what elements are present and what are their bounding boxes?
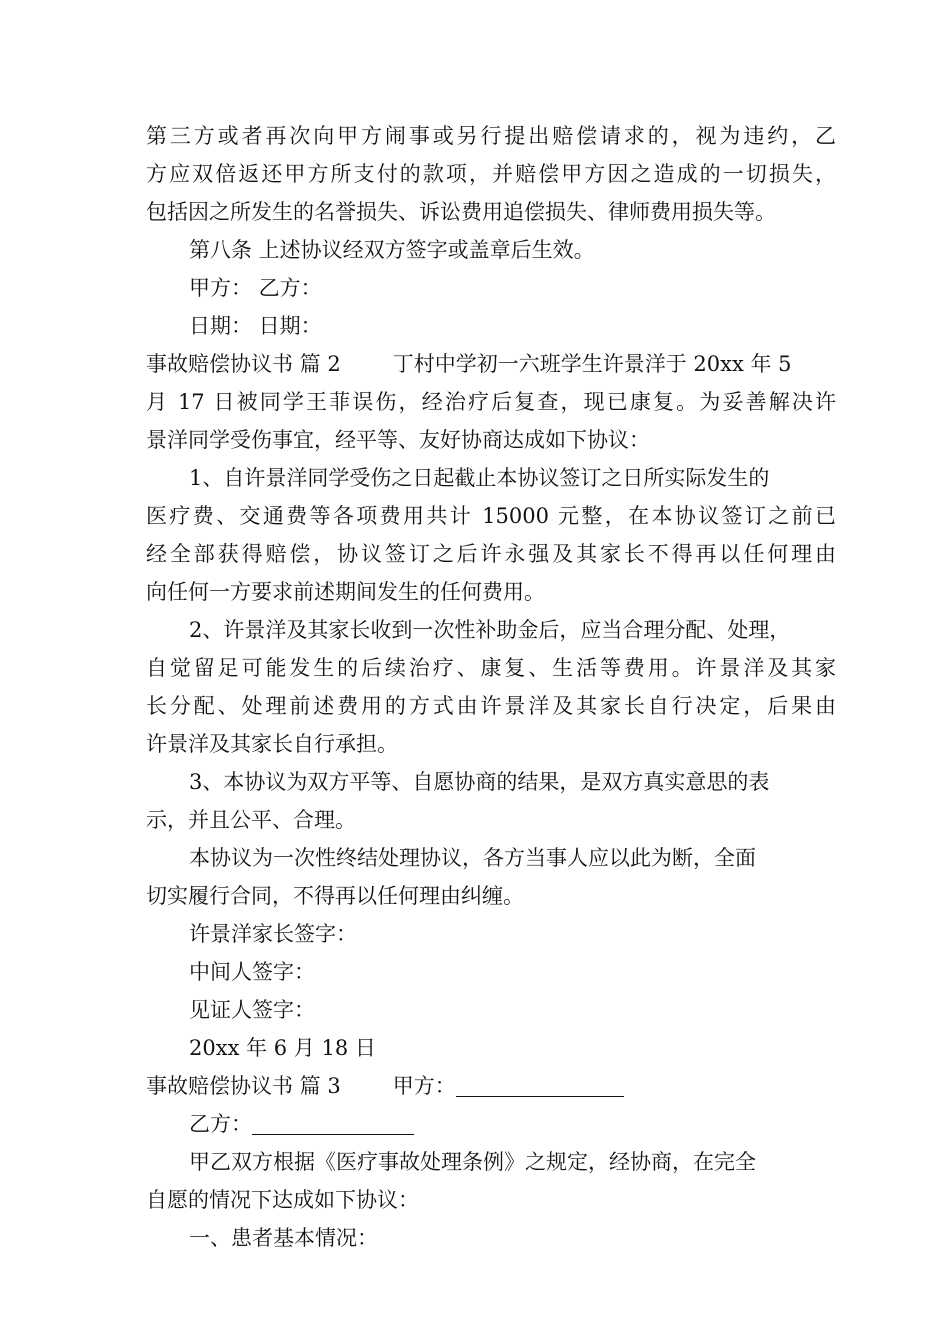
clause-2: 2、许景洋及其家长收到一次性补助金后，应当合理分配、处理，: [189, 618, 791, 642]
intermediary-signature: 中间人签字：: [189, 960, 315, 984]
document-page: [146, 117, 836, 1257]
text-line: 经全部获得赔偿，协议签订之后许永强及其家长不得再以任何理由: [146, 542, 836, 566]
clause-1: 1、自许景洋同学受伤之日起截止本协议签订之日所实际发生的: [189, 466, 770, 490]
signature-parties: 甲方： 乙方：: [189, 276, 322, 300]
text-line: 自觉留足可能发生的后续治疗、康复、生活等费用。许景洋及其家: [146, 656, 836, 680]
text-line: 医疗费、交通费等各项费用共计 15000 元整，在本协议签订之前已: [146, 504, 836, 528]
section-2-line: [146, 345, 836, 383]
party-a-label: 甲方：: [392, 1074, 456, 1098]
party-b-label: 乙方：: [189, 1112, 252, 1136]
text-line: 长分配、处理前述费用的方式由许景洋及其家长自行决定，后果由: [146, 694, 836, 718]
text-line: 许景洋及其家长自行承担。: [146, 732, 398, 756]
text-line: 月 17 日被同学王菲误伤，经治疗后复查，现已康复。为妥善解决许: [146, 390, 836, 414]
text-line: 切实履行合同，不得再以任何理由纠缠。: [146, 884, 524, 908]
party-b-line: [146, 1105, 836, 1143]
section-2-intro: 丁村中学初一六班学生许景洋于 20xx 年 5: [392, 352, 792, 376]
section-2-heading: 事故赔偿协议书 篇 2: [146, 352, 341, 376]
text-line: 自愿的情况下达成如下协议：: [146, 1188, 419, 1212]
patient-info-heading: 一、患者基本情况：: [189, 1226, 378, 1250]
text-line: 向任何一方要求前述期间发生的任何费用。: [146, 580, 545, 604]
clause-3: 3、本协议为双方平等、自愿协商的结果，是双方真实意思的表: [189, 770, 770, 794]
signature-dates: 日期： 日期：: [189, 314, 322, 338]
text-line: 第三方或者再次向甲方闹事或另行提出赔偿请求的，视为违约，乙: [146, 124, 836, 148]
text-line: 方应双倍返还甲方所支付的款项，并赔偿甲方因之造成的一切损失，: [146, 162, 836, 186]
text-line: 景洋同学受伤事宜，经平等、友好协商达成如下协议：: [146, 428, 650, 452]
witness-signature: 见证人签字：: [189, 998, 315, 1022]
section-3-line: [146, 1067, 836, 1105]
text-line: 示，并且公平、合理。: [146, 808, 356, 832]
section-3-heading: 事故赔偿协议书 篇 3: [146, 1074, 341, 1098]
parent-signature: 许景洋家长签字：: [189, 922, 357, 946]
agreement-basis: 甲乙双方根据《医疗事故处理条例》之规定，经协商，在完全: [189, 1150, 756, 1174]
party-b-blank: [252, 1110, 414, 1135]
party-a-blank: [456, 1072, 624, 1097]
text-line: 包括因之所发生的名誉损失、诉讼费用追偿损失、律师费用损失等。: [146, 200, 776, 224]
final-clause: 本协议为一次性终结处理协议，各方当事人应以此为断，全面: [189, 846, 756, 870]
signing-date: 20xx 年 6 月 18 日: [189, 1036, 376, 1060]
article-eight: 第八条 上述协议经双方签字或盖章后生效。: [189, 238, 595, 262]
